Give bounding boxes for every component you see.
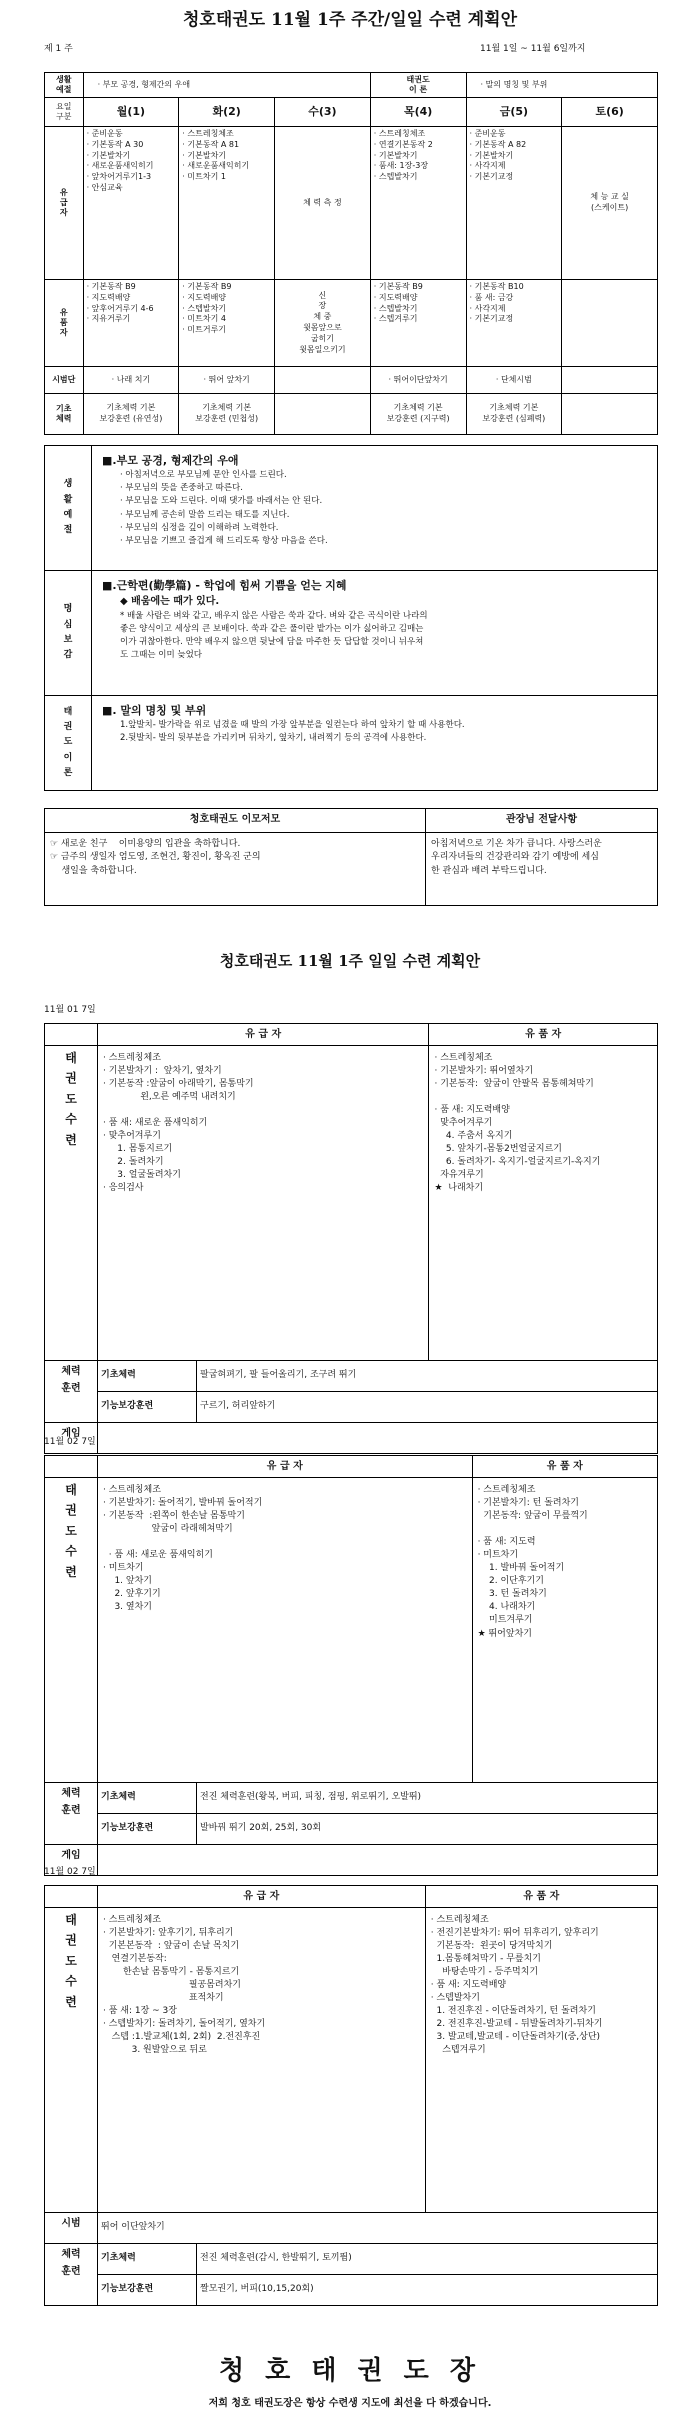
daily-line: 연결기본동작: (103, 1954, 167, 1965)
daily-line: · 기본발차기 : 앞차기, 옆차기 (103, 1066, 222, 1077)
daily-corner (45, 1886, 98, 1908)
extra-text: 뛰어 이단앞차기 (98, 2213, 658, 2244)
extra-label: 체력 훈련 (45, 2244, 98, 2306)
daily-line: 1. 발바꿔 돌어적기 (477, 1563, 565, 1574)
daily-line: 스텝겨루기 (430, 2045, 486, 2056)
week-cell: 체 력 측 정 (275, 127, 371, 280)
section-line: 도 그때는 이미 늦었다 (120, 650, 203, 661)
main-label: 태 권 도 수 련 (45, 1478, 98, 1783)
section-heading: ■. 말의 명칭 및 부위 (102, 704, 207, 717)
extra-sub-text: 발바꿔 뛰기 20회, 25회, 30회 (197, 1814, 658, 1845)
week-cell: · 준비운동 · 기본동작 A 30 · 기본발차기 · 새로운품새익히기 · 앞차어거루기1-3 · 안심교육 (83, 127, 179, 280)
week-cell: · 나래 치기 (83, 367, 179, 394)
notice-line: ☞ 새로운 친구 이미용양의 입관을 축하합니다. (50, 838, 241, 849)
extra-sub-name: 기초체력 (98, 1361, 197, 1392)
daily-line: 3. 발교테,발교테 - 이단돌려차기(중,상단) (430, 2032, 601, 2043)
day-header: 토(6) (562, 98, 658, 127)
main-label: 태 권 도 수 련 (45, 1908, 98, 2213)
week-cell: · 준비운동 · 기본동작 A 82 · 기본발차기 · 사각지제 · 기본기교정 (466, 127, 562, 280)
daily-line: 3. 옆차기 (103, 1602, 152, 1613)
section-label: 명 심 보 감 (45, 571, 92, 696)
notice-left-title: 청호태권도 이모저모 (45, 809, 426, 833)
daily-line: · 스트레칭체조 (103, 1485, 161, 1495)
daily-line: 1. 몸통지르기 (103, 1144, 173, 1155)
day-header: 수(3) (275, 98, 371, 127)
week-cell: · 기본동작 B9 · 지도력배양 · 스텝발차기 · 스텝겨루기 (370, 280, 466, 367)
daily-left (98, 1908, 426, 2213)
weekly-table (44, 72, 658, 435)
row1-text2: · 말의 명칭 및 부위 (466, 73, 658, 98)
daily-line: · 품 새: 1장 ~ 3장 (103, 2006, 177, 2017)
week-row-label: 시범단 (45, 367, 84, 394)
section-line: 이가 귀찮아한다. 만약 배우지 않으면 뒷날에 담을 마주한 듯 답답할 것이니 뉘우쳐 (120, 636, 424, 647)
extra-sub-text: 팔굽혀펴기, 팔 들어올리기, 조구려 뛰기 (197, 1361, 658, 1392)
row1-text: · 부모 공경, 형제간의 우애 (83, 73, 370, 98)
daily-line: · 미트차기 (103, 1563, 144, 1574)
notice-line: ☞ 금주의 생일자 엄도영, 조현건, 황진이, 황옥진 군의 (50, 852, 261, 862)
week-cell: 기초체력 기본 보강훈련 (유연성) (83, 394, 179, 435)
daily-line: 1.몸통헤쳐막기 - 무릎치기 (430, 1954, 541, 1965)
section-line: · 부모님을 도와 드린다. 이때 댓가를 바래서는 안 된다. (120, 496, 323, 507)
section-body (92, 696, 658, 791)
daily-right (429, 1046, 658, 1361)
col-header-1: 유 급 자 (98, 1886, 426, 1908)
daily-line: 기본동작: 왼곳이 당겨막치기 (430, 1941, 553, 1952)
section-line: · 부모님을 기쁘고 즐겁게 해 드리도록 항상 마음을 쓴다. (120, 535, 328, 546)
daily-corner (45, 1456, 98, 1478)
daily-line: 3. 얼굴돌려차기 (103, 1170, 181, 1181)
week-cell: · 스트레칭체조 · 기본동작 A 81 · 기본발차기 · 새로운품새익히기 · 미트차기 1 (179, 127, 275, 280)
daily-date: 11월 02 7일 (44, 1867, 96, 1877)
extra-sub-text: 짤모권기, 버피(10,15,20회) (197, 2275, 658, 2306)
daily-line: 앞굽이 라래헤쳐막기 (103, 1524, 233, 1535)
section-line: 좋은 양식이고 세상의 큰 보배이다. 쑥과 같은 풀이란 밭가는 이가 싫어하고 김매는 (120, 623, 424, 634)
week-cell: · 뛰어 앞차기 (179, 367, 275, 394)
notice-line: 우리자녀들의 건강관리와 감기 예방에 세심 (431, 852, 599, 862)
daily-line: 자유겨루기 (434, 1170, 484, 1181)
week-cell: · 단체시범 (466, 367, 562, 394)
daily-line (478, 1523, 652, 1536)
week-cell: · 기본동작 B9 · 지도력배양 · 앞후어거루기 4-6 · 지유거루기 (83, 280, 179, 367)
section-label: 태 권 도 이 론 (45, 696, 92, 791)
extra-label: 게임 (45, 1423, 98, 1454)
extra-sub-text: 전진 체력훈련(감시, 한발뛰기, 토끼뜀) (197, 2244, 658, 2275)
daily-line: 기본동작: 앞굽이 무릎꺽기 (477, 1511, 588, 1522)
col-header-2: 유 품 자 (429, 1024, 658, 1046)
daily-line: · 기본동작 :왼쪽이 한손날 몸통막기 (103, 1511, 245, 1522)
week-period: 11월 1일 ~ 11월 6일까지 (480, 44, 586, 54)
section-heading: ■.근학편(勤學篇) - 학업에 힘써 기쁨을 얻는 지혜 (102, 579, 347, 592)
daily-corner (45, 1024, 98, 1046)
section-line: · 부모님의 뜻을 존중하고 따른다. (120, 483, 243, 494)
extra-sub-name: 기초체력 (98, 2244, 197, 2275)
daily-line (434, 1091, 652, 1104)
col-header-2: 유 품 자 (472, 1456, 657, 1478)
footer-subtitle: 저희 청호 태권도장은 항상 수련생 지도에 최선을 다 하겠습니다. (208, 2398, 492, 2409)
extra-text (98, 1423, 658, 1454)
week-row-label: 유 급 자 (45, 127, 84, 280)
daily-line: · 스트레칭체조 (430, 1915, 489, 1925)
daily-date: 11월 01 7일 (44, 1005, 96, 1015)
notice-right-body (426, 832, 658, 905)
daily-line: 한손날 몸통막기 - 몸통지르기 (103, 1967, 240, 1978)
daily-line: 왼,오른 예주먹 내려치기 (103, 1092, 236, 1103)
daily-line: ★ 나래차기 (434, 1183, 484, 1194)
col-header-2: 유 품 자 (425, 1886, 657, 1908)
daily-line: · 응의검사 (103, 1183, 144, 1194)
daily-line: · 미트차기 (477, 1550, 519, 1561)
daily-table (44, 1885, 658, 2306)
week-cell (275, 367, 371, 394)
section-sub: ◆ 배움에는 때가 있다. (120, 596, 220, 608)
daily-left (98, 1478, 473, 1783)
daily-left (98, 1046, 429, 1361)
weekly-title: 청호태권도 11월 1주 주간/일일 수련 계획안 (182, 10, 518, 30)
daily-date: 11월 02 7일 (44, 1437, 96, 1447)
daily-line: · 품 새: 지도력 (477, 1537, 536, 1548)
extra-label: 시범 (45, 2213, 98, 2244)
day-header: 금(5) (466, 98, 562, 127)
notice-table (44, 808, 658, 906)
extra-sub-name: 기초체력 (98, 1783, 197, 1814)
week-cell: 기초체력 기본 보강훈련 (민첩성) (179, 394, 275, 435)
section-line: · 부모님의 심정을 깊이 이해하려 노력한다. (120, 522, 279, 533)
row1-label: 생활 예절 (45, 73, 84, 98)
week-row-label: 유 품 자 (45, 280, 84, 367)
daily-line: · 품 새: 지도력배양 (430, 1980, 507, 1991)
daily-right (472, 1478, 657, 1783)
daily-line: 미트겨루기 (477, 1615, 533, 1626)
section-line: 2.뒷발치- 발의 뒷부분을 가리키며 뒤차기, 옆차기, 내려찍기 등의 공격에 사용한다. (120, 733, 427, 744)
week-cell: · 스트레칭체조 · 연결기본동작 2 · 기본발차기 · 품새: 1장-3장 · 스텝발차기 (370, 127, 466, 280)
daily-line: 바탕손막기 - 등주먹치기 (430, 1967, 539, 1978)
day-header: 목(4) (370, 98, 466, 127)
extra-sub-text: 구르기, 허리앞하기 (197, 1392, 658, 1423)
daily-line: 필공몸려차기 (103, 1980, 241, 1991)
daily-line: 2. 돌려차기 (103, 1157, 164, 1168)
corner-cell: 요일 구분 (45, 98, 84, 127)
week-cell: 기초체력 기본 보강훈련 (심폐력) (466, 394, 562, 435)
daily-line: 2. 앞후기기 (103, 1589, 161, 1600)
extra-sub-name: 기능보강훈련 (98, 1814, 197, 1845)
daily-line: 2. 이단후기기 (477, 1576, 544, 1587)
section-body (92, 571, 658, 696)
daily-line: · 스텝발차기 (430, 1993, 480, 2004)
daily-line: 스텝 :1.발교체(1회, 2회) 2.전진후진 (103, 2032, 261, 2043)
week-cell: 신 장 체 중 윗몸앞으로 굽히기 윗몸일으키기 (275, 280, 371, 367)
daily-line: 기본본동작 : 앞굽이 손날 목치기 (103, 1941, 240, 1952)
daily-line: 1. 앞차기 (103, 1576, 152, 1587)
section-line: · 아침저녁으로 부모님께 문안 인사를 드린다. (120, 470, 287, 481)
daily-line: 1. 전진후진 - 이단돌려차기, 턴 돌려차기 (430, 2006, 596, 2017)
day-header: 화(2) (179, 98, 275, 127)
notice-line: 아침저녁으로 기온 차가 큽니다. 사랑스러운 (431, 838, 602, 849)
daily-title: 청호태권도 11월 1주 일일 수련 계획안 (219, 952, 481, 970)
week-cell (562, 280, 658, 367)
daily-line: 맞추어겨루기 (434, 1118, 493, 1129)
section-body (92, 446, 658, 571)
daily-right (425, 1908, 657, 2213)
daily-line: · 품 새: 지도력배양 (434, 1105, 510, 1116)
daily-line: 6. 돌려차기- 옥지기-얼굴지르기-옥지기 (434, 1157, 601, 1168)
section-label: 생 활 예 절 (45, 446, 92, 571)
daily-line: · 품 새: 새로운 품새익히기 (103, 1550, 213, 1561)
notice-right-title: 관장님 전달사항 (426, 809, 658, 833)
daily-line: · 기본발차기: 턴 돌려차기 (477, 1498, 579, 1509)
extra-label: 체력 훈련 (45, 1361, 98, 1423)
col-header-1: 유 급 자 (98, 1024, 429, 1046)
extra-text (98, 1845, 658, 1876)
week-cell (562, 367, 658, 394)
notice-line: 생일을 축하합니다. (50, 865, 137, 876)
daily-line: · 스텝발차기: 돌려차기, 돌어적기, 옆차기 (103, 2019, 266, 2030)
daily-table (44, 1023, 658, 1454)
daily-line: 3. 원발앞으로 뒤로 (103, 2045, 207, 2056)
section-line: · 부모님께 공손히 말씀 드리는 태도를 지닌다. (120, 509, 290, 520)
daily-line: · 스트레칭체조 (434, 1053, 493, 1063)
week-cell: · 기본동작 B9 · 지도력배양 · 스텝발차기 · 미트차기 4 · 미트거루기 (179, 280, 275, 367)
extra-sub-name: 기능보강훈련 (98, 1392, 197, 1423)
notice-line: 한 관심과 배려 부탁드립니다. (431, 865, 547, 876)
daily-line: 4. 주춤서 옥지기 (434, 1131, 513, 1142)
week-row-label: 기초 체력 (45, 394, 84, 435)
week-cell: 체 능 교 실 (스케이트) (562, 127, 658, 280)
daily-line: · 기본동작 :앞굽이 아래막기, 몸통막기 (103, 1079, 254, 1090)
row1-label2: 태권도 이 론 (370, 73, 466, 98)
daily-line: 3. 턴 돌려차기 (477, 1589, 547, 1600)
daily-line: · 전진기본발차기: 뛰어 뒤후리기, 앞후리기 (430, 1928, 599, 1939)
notice-left-body (45, 832, 426, 905)
week-cell: · 뛰어이단앞차기 (370, 367, 466, 394)
week-cell: 기초체력 기본 보강훈련 (지구력) (370, 394, 466, 435)
daily-line: 2. 전진후진-발교테 - 뒤발돌려차기-뒤차기 (430, 2019, 603, 2030)
daily-line: 표적차기 (103, 1993, 224, 2004)
day-header: 월(1) (83, 98, 179, 127)
col-header-1: 유 급 자 (98, 1456, 473, 1478)
daily-line: · 품 새: 새로운 품새익히기 (103, 1118, 208, 1129)
daily-line: · 기본발차기: 앞후기기, 뒤후리기 (103, 1928, 234, 1939)
daily-line (103, 1536, 467, 1549)
week-cell: · 기본동작 B10 · 품 새: 금강 · 사각지제 · 기본기교정 (466, 280, 562, 367)
section-line: * 배울 사람은 벼와 같고, 배우지 않은 사람은 쑥과 같다. 벼와 같은 곡식이란 나라의 (120, 610, 428, 621)
daily-line: 5. 앞차기-몸통2번얼굴지르기 (434, 1144, 562, 1155)
sections-table (44, 445, 658, 791)
extra-label: 게임 (45, 1845, 98, 1876)
section-line: 1.앞발치- 발가락을 위로 넘겼을 때 발의 가장 앞부분을 일컫는다 하여 앞차기 할 때 사용한다. (120, 720, 465, 731)
daily-line: · 스트레칭체조 (477, 1485, 536, 1495)
daily-line: · 스트레칭체조 (103, 1053, 161, 1063)
week-number: 제 1 주 (44, 44, 73, 54)
daily-line: ★ 뛰어앞차기 (477, 1628, 532, 1639)
section-heading: ■.부모 공경, 형제간의 우애 (102, 454, 239, 467)
daily-line (103, 1104, 423, 1117)
footer-title: 청 호 태 권 도 장 (219, 2356, 481, 2386)
main-label: 태 권 도 수 련 (45, 1046, 98, 1361)
daily-table (44, 1455, 658, 1876)
daily-line: · 맞추어겨루기 (103, 1131, 161, 1142)
daily-line: · 기본발차기: 돌어적기, 발바꿔 돌어적기 (103, 1498, 263, 1509)
week-cell (275, 394, 371, 435)
daily-line: · 스트레칭체조 (103, 1915, 161, 1925)
daily-line: 4. 나래차기 (477, 1602, 536, 1613)
week-cell (562, 394, 658, 435)
daily-line: · 기본발차기: 뛰어옆차기 (434, 1066, 534, 1077)
extra-label: 체력 훈련 (45, 1783, 98, 1845)
daily-line: · 기본동작: 앞굽이 안팔목 몸통헤쳐막기 (434, 1079, 594, 1090)
extra-sub-name: 기능보강훈련 (98, 2275, 197, 2306)
extra-sub-text: 전진 체력훈련(왕복, 버피, 피칭, 점핑, 위로뛰기, 오발뛰) (197, 1783, 658, 1814)
